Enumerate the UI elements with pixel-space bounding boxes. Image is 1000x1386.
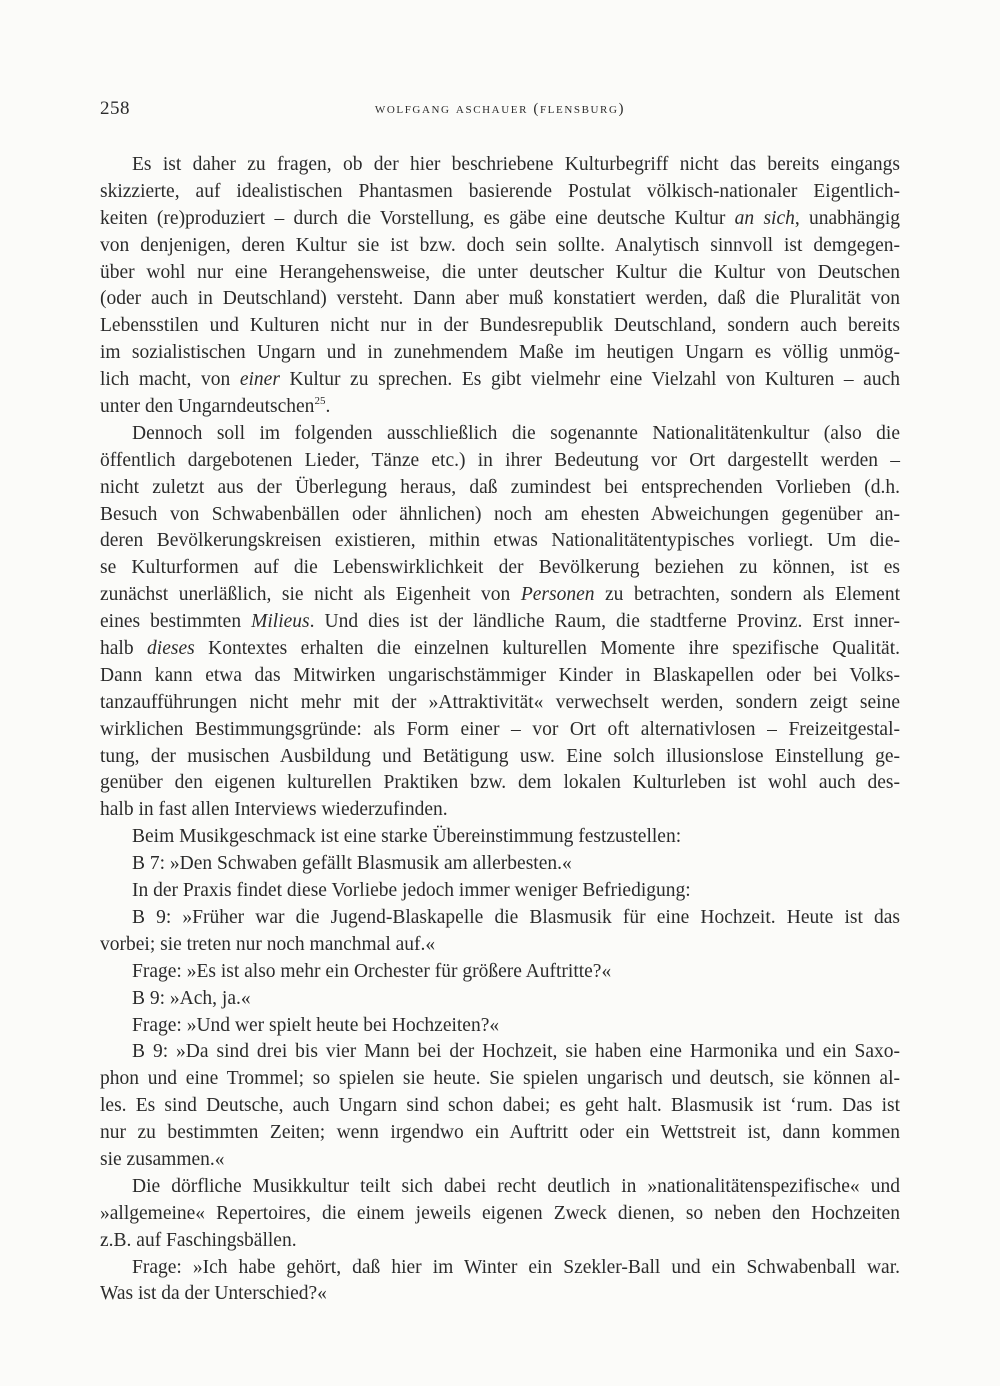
text-segment: Was ist da der Unterschied?« xyxy=(100,1283,327,1305)
page-number: 258 xyxy=(100,98,130,119)
text-line xyxy=(100,690,900,717)
text-line xyxy=(100,1147,900,1174)
text-line xyxy=(100,717,900,744)
text-segment: Besuch von Schwabenbällen oder ähnlichen) noch am ehesten Abweichungen gegenüber an- xyxy=(100,503,900,525)
text-line xyxy=(100,555,900,582)
text-segment: phon und eine Trommel; so spielen sie heute. Sie spielen ungarisch und deutsch, sie können al- xyxy=(100,1068,900,1090)
text-segment: zunächst unerläßlich, sie nicht als Eigenheit von xyxy=(100,584,521,606)
text-line xyxy=(100,340,900,367)
text-segment: nur zu bestimmten Zeiten; wenn irgendwo ein Auftritt oder ein Wettstreit ist, dann kommen xyxy=(100,1122,900,1144)
text-segment: les. Es sind Deutsche, auch Ungarn sind schon dabei; es geht halt. Blasmusik ist ‘rum. Das ist xyxy=(100,1095,900,1117)
text-line xyxy=(100,609,900,636)
text-line xyxy=(100,1228,900,1255)
text-segment: sie zusammen.« xyxy=(100,1148,225,1170)
text-segment: öffentlich dargebotenen Lieder, Tänze etc.) in ihrer Bedeutung vor Ort dargestellt werden – xyxy=(100,449,900,471)
text-line xyxy=(100,233,900,260)
text-segment: In der Praxis findet diese Vorliebe jedoch immer weniger Befriedigung: xyxy=(132,880,691,902)
text-line xyxy=(100,770,900,797)
text-segment: über wohl nur eine Herangehensweise, die unter deutscher Kultur die Kultur von Deutschen xyxy=(100,261,900,283)
text-line xyxy=(100,1093,900,1120)
text-line xyxy=(100,878,900,905)
text-segment: lich macht, von xyxy=(100,369,240,391)
text-segment: Frage: »Und wer spielt heute bei Hochzeiten?« xyxy=(132,1014,500,1036)
text-segment: B 9: »Da sind drei bis vier Mann bei der Hochzeit, sie haben eine Harmonika und ein Saxo- xyxy=(132,1041,900,1063)
emphasis-text: an sich xyxy=(734,207,795,229)
text-segment: »allgemeine« Repertoires, die einem jeweils eigenen Zweck dienen, so neben den Hochzeiten xyxy=(100,1202,900,1224)
text-segment: im sozialistischen Ungarn und in zunehmendem Maße im heutigen Ungarn es völlig unmög- xyxy=(100,342,900,364)
text-segment: keiten (re)produziert – durch die Vorstellung, es gäbe eine deutsche Kultur xyxy=(100,207,735,229)
text-line xyxy=(100,367,900,394)
text-segment: Frage: »Es ist also mehr ein Orchester für größere Auftritte?« xyxy=(132,960,612,982)
text-segment: deren Bevölkerungskreisen existieren, mithin etwas Nationalitätentypisches vorliegt. Um die- xyxy=(100,530,900,552)
text-line xyxy=(100,824,900,851)
text-line xyxy=(100,986,900,1013)
text-segment: B 9: »Ach, ja.« xyxy=(132,987,251,1009)
text-line xyxy=(100,1281,900,1308)
text-line xyxy=(100,313,900,340)
text-line xyxy=(100,448,900,475)
emphasis-text: Milieus xyxy=(251,611,310,633)
text-segment: Lebensstilen und Kulturen nicht nur in der Bundesrepublik Deutschland, sondern auch bereits xyxy=(100,315,900,337)
text-line xyxy=(100,1174,900,1201)
text-line xyxy=(100,179,900,206)
text-line xyxy=(100,421,900,448)
text-line xyxy=(100,1066,900,1093)
text-line xyxy=(100,502,900,529)
text-segment: vorbei; sie treten nur noch manchmal auf.« xyxy=(100,933,436,955)
text-segment: tung, der musischen Ausbildung und Betätigung usw. Eine solch illusionslose Einstellung ge- xyxy=(100,745,900,767)
text-segment: genüber den eigenen kulturellen Praktiken bzw. dem lokalen Kulturleben ist wohl auch des- xyxy=(100,772,900,794)
text-segment: (oder auch in Deutschland) versteht. Dann aber muß konstatiert werden, daß die Pluralität von xyxy=(100,288,900,310)
text-line xyxy=(100,959,900,986)
text-line xyxy=(100,1201,900,1228)
running-head: wolfgang aschauer (flensburg) xyxy=(374,101,626,117)
text-line xyxy=(100,636,900,663)
text-segment: Frage: »Ich habe gehört, daß hier im Winter ein Szekler-Ball und ein Schwabenball war. xyxy=(132,1256,900,1278)
text-segment: tanzaufführungen nicht mehr mit der »Attraktivität« verwechselt werden, sondern zeigt seine xyxy=(100,691,900,713)
emphasis-text: einer xyxy=(239,369,280,391)
text-segment: skizzierte, auf idealistischen Phantasmen basierende Postulat völkisch-nationaler Eigentlich- xyxy=(100,180,900,202)
body-text xyxy=(100,152,900,1308)
text-line xyxy=(100,797,900,824)
text-line xyxy=(100,260,900,287)
text-segment: Kontextes erhalten die einzelnen kulturellen Momente ihre spezifische Qualität. xyxy=(194,638,900,660)
text-line xyxy=(100,528,900,555)
text-line xyxy=(100,905,900,932)
text-line xyxy=(100,744,900,771)
text-segment: . Und dies ist der ländliche Raum, die stadtferne Provinz. Erst inner- xyxy=(309,611,900,633)
text-segment: Dann kann etwa das Mitwirken ungarischstämmiger Kinder in Blaskapellen oder bei Volks- xyxy=(100,664,900,686)
text-segment: halb in fast allen Interviews wiederzufinden. xyxy=(100,799,448,821)
text-segment: wirklichen Bestimmungsgründe: als Form einer – vor Ort oft alternativlosen – Freizeitgestal- xyxy=(100,718,900,740)
text-line xyxy=(100,1039,900,1066)
text-line xyxy=(100,475,900,502)
text-line xyxy=(100,1120,900,1147)
text-segment: unter den Ungarndeutschen xyxy=(100,396,315,418)
text-segment: , unabhängig xyxy=(794,207,900,229)
page-header xyxy=(100,98,900,130)
text-segment: zu betrachten, sondern als Element xyxy=(594,584,900,606)
text-segment: Kultur zu sprechen. Es gibt vielmehr eine Vielzahl von Kulturen – auch xyxy=(279,369,900,391)
text-segment: nicht zuletzt aus der Überlegung heraus, daß zumindest bei entsprechenden Vorlieben (d.h. xyxy=(100,476,900,498)
text-segment: B 7: »Den Schwaben gefällt Blasmusik am allerbesten.« xyxy=(132,853,572,875)
text-line xyxy=(100,206,900,233)
text-line xyxy=(100,1013,900,1040)
footnote-marker: 25 xyxy=(314,395,326,408)
text-segment: eines bestimmten xyxy=(100,611,252,633)
text-segment: von denjenigen, deren Kultur sie ist bzw. doch sein sollte. Analytisch sinnvoll ist demgegen- xyxy=(100,234,900,256)
text-segment: Beim Musikgeschmack ist eine starke Übereinstimmung festzustellen: xyxy=(132,826,682,848)
text-segment: B 9: »Früher war die Jugend-Blaskapelle die Blasmusik für eine Hochzeit. Heute ist das xyxy=(132,906,900,928)
text-line xyxy=(100,286,900,313)
text-line xyxy=(100,663,900,690)
text-segment: Es ist daher zu fragen, ob der hier beschriebene Kulturbegriff nicht das bereits eingangs xyxy=(132,154,900,175)
emphasis-text: Personen xyxy=(520,584,595,606)
text-line xyxy=(100,851,900,878)
text-segment: . xyxy=(325,396,331,418)
text-line xyxy=(100,932,900,959)
text-segment: se Kulturformen auf die Lebenswirklichkeit der Bevölkerung beziehen zu können, ist es xyxy=(100,557,900,579)
text-line xyxy=(100,1255,900,1282)
text-segment: z.B. auf Faschingsbällen. xyxy=(100,1229,297,1251)
text-segment: Die dörfliche Musikkultur teilt sich dabei recht deutlich in »nationalitätenspezifische« und xyxy=(132,1175,900,1197)
text-line xyxy=(100,582,900,609)
text-line xyxy=(100,152,900,179)
text-segment: Dennoch soll im folgenden ausschließlich die sogenannte Nationalitätenkultur (also die xyxy=(132,422,900,444)
emphasis-text: dieses xyxy=(147,638,195,660)
text-line xyxy=(100,394,900,421)
text-segment: halb xyxy=(100,638,148,660)
